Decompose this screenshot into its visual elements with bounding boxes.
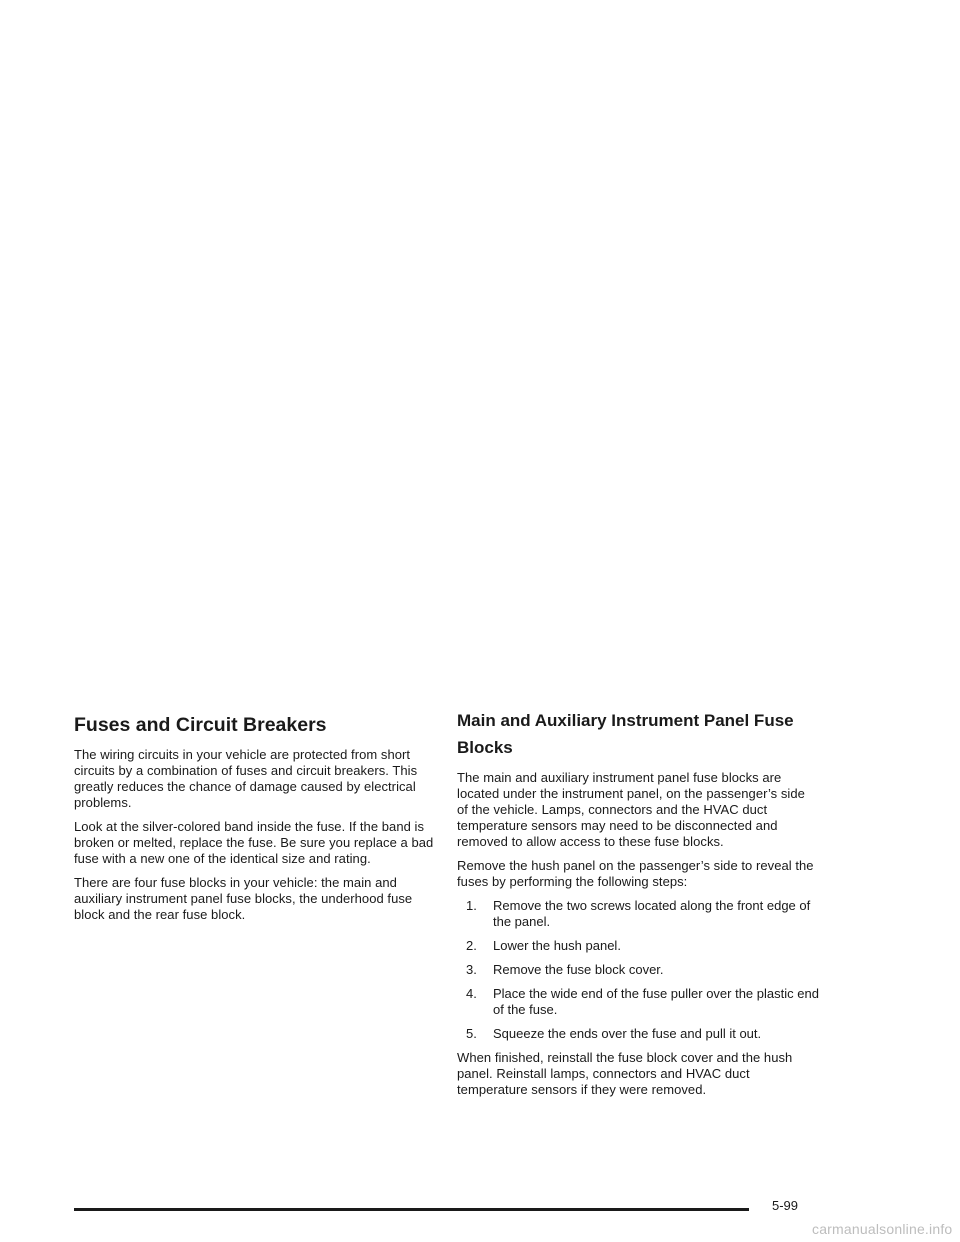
paragraph: There are four fuse blocks in your vehicle: the main and auxiliary instrument panel fuse blocks, the underhood fuse block and the rear fuse block.	[74, 875, 413, 922]
step-text: Lower the hush panel.	[493, 938, 621, 953]
footer-rule	[74, 1208, 749, 1211]
list-item	[466, 986, 819, 1018]
watermark[interactable]: carmanualsonline.info	[812, 1221, 953, 1237]
paragraph: The wiring circuits in your vehicle are protected from short circuits by a combination of fuses and circuit breakers. This greatly reduces the chance of damage caused by electrical problems.	[74, 747, 418, 810]
step-number: 2.	[466, 938, 477, 953]
step-number: 1.	[466, 898, 477, 913]
page-number: 5-99	[772, 1198, 799, 1213]
list-item	[466, 938, 819, 954]
step-text: Squeeze the ends over the fuse and pull it out.	[493, 1026, 762, 1041]
left-column	[74, 712, 436, 931]
paragraph: Look at the silver-colored band inside the fuse. If the band is broken or melted, replace the fuse. Be sure you replace a bad fuse with a new one of the identical size and rating.	[74, 819, 434, 866]
paragraph: Remove the hush panel on the passenger’s side to reveal the fuses by performing the following steps:	[457, 858, 814, 889]
step-text: Remove the fuse block cover.	[493, 962, 664, 977]
step-number: 3.	[466, 962, 477, 977]
paragraph: The main and auxiliary instrument panel fuse blocks are located under the instrument panel, on the passenger’s side of the vehicle. Lamps, connectors and the HVAC duct temperature sensors may need to be disconnected and removed to allow access to these fuse blocks.	[457, 770, 805, 849]
step-text: Place the wide end of the fuse puller over the plastic end of the fuse.	[493, 986, 819, 1017]
step-number: 4.	[466, 986, 477, 1001]
step-text: Remove the two screws located along the front edge of the panel.	[493, 898, 811, 929]
paragraph: When finished, reinstall the fuse block cover and the hush panel. Reinstall lamps, connectors and HVAC duct temperature sensors if they were removed.	[457, 1050, 793, 1097]
section-heading-instrument-panel-fuse-blocks: Main and Auxiliary Instrument Panel Fuse Blocks	[457, 711, 794, 757]
list-item	[466, 1026, 819, 1042]
right-column	[457, 712, 819, 1106]
list-item	[466, 962, 819, 978]
list-item	[466, 898, 819, 930]
step-number: 5.	[466, 1026, 477, 1041]
section-heading-fuses-and-circuit-breakers: Fuses and Circuit Breakers	[74, 714, 327, 736]
steps-list	[457, 898, 819, 1042]
